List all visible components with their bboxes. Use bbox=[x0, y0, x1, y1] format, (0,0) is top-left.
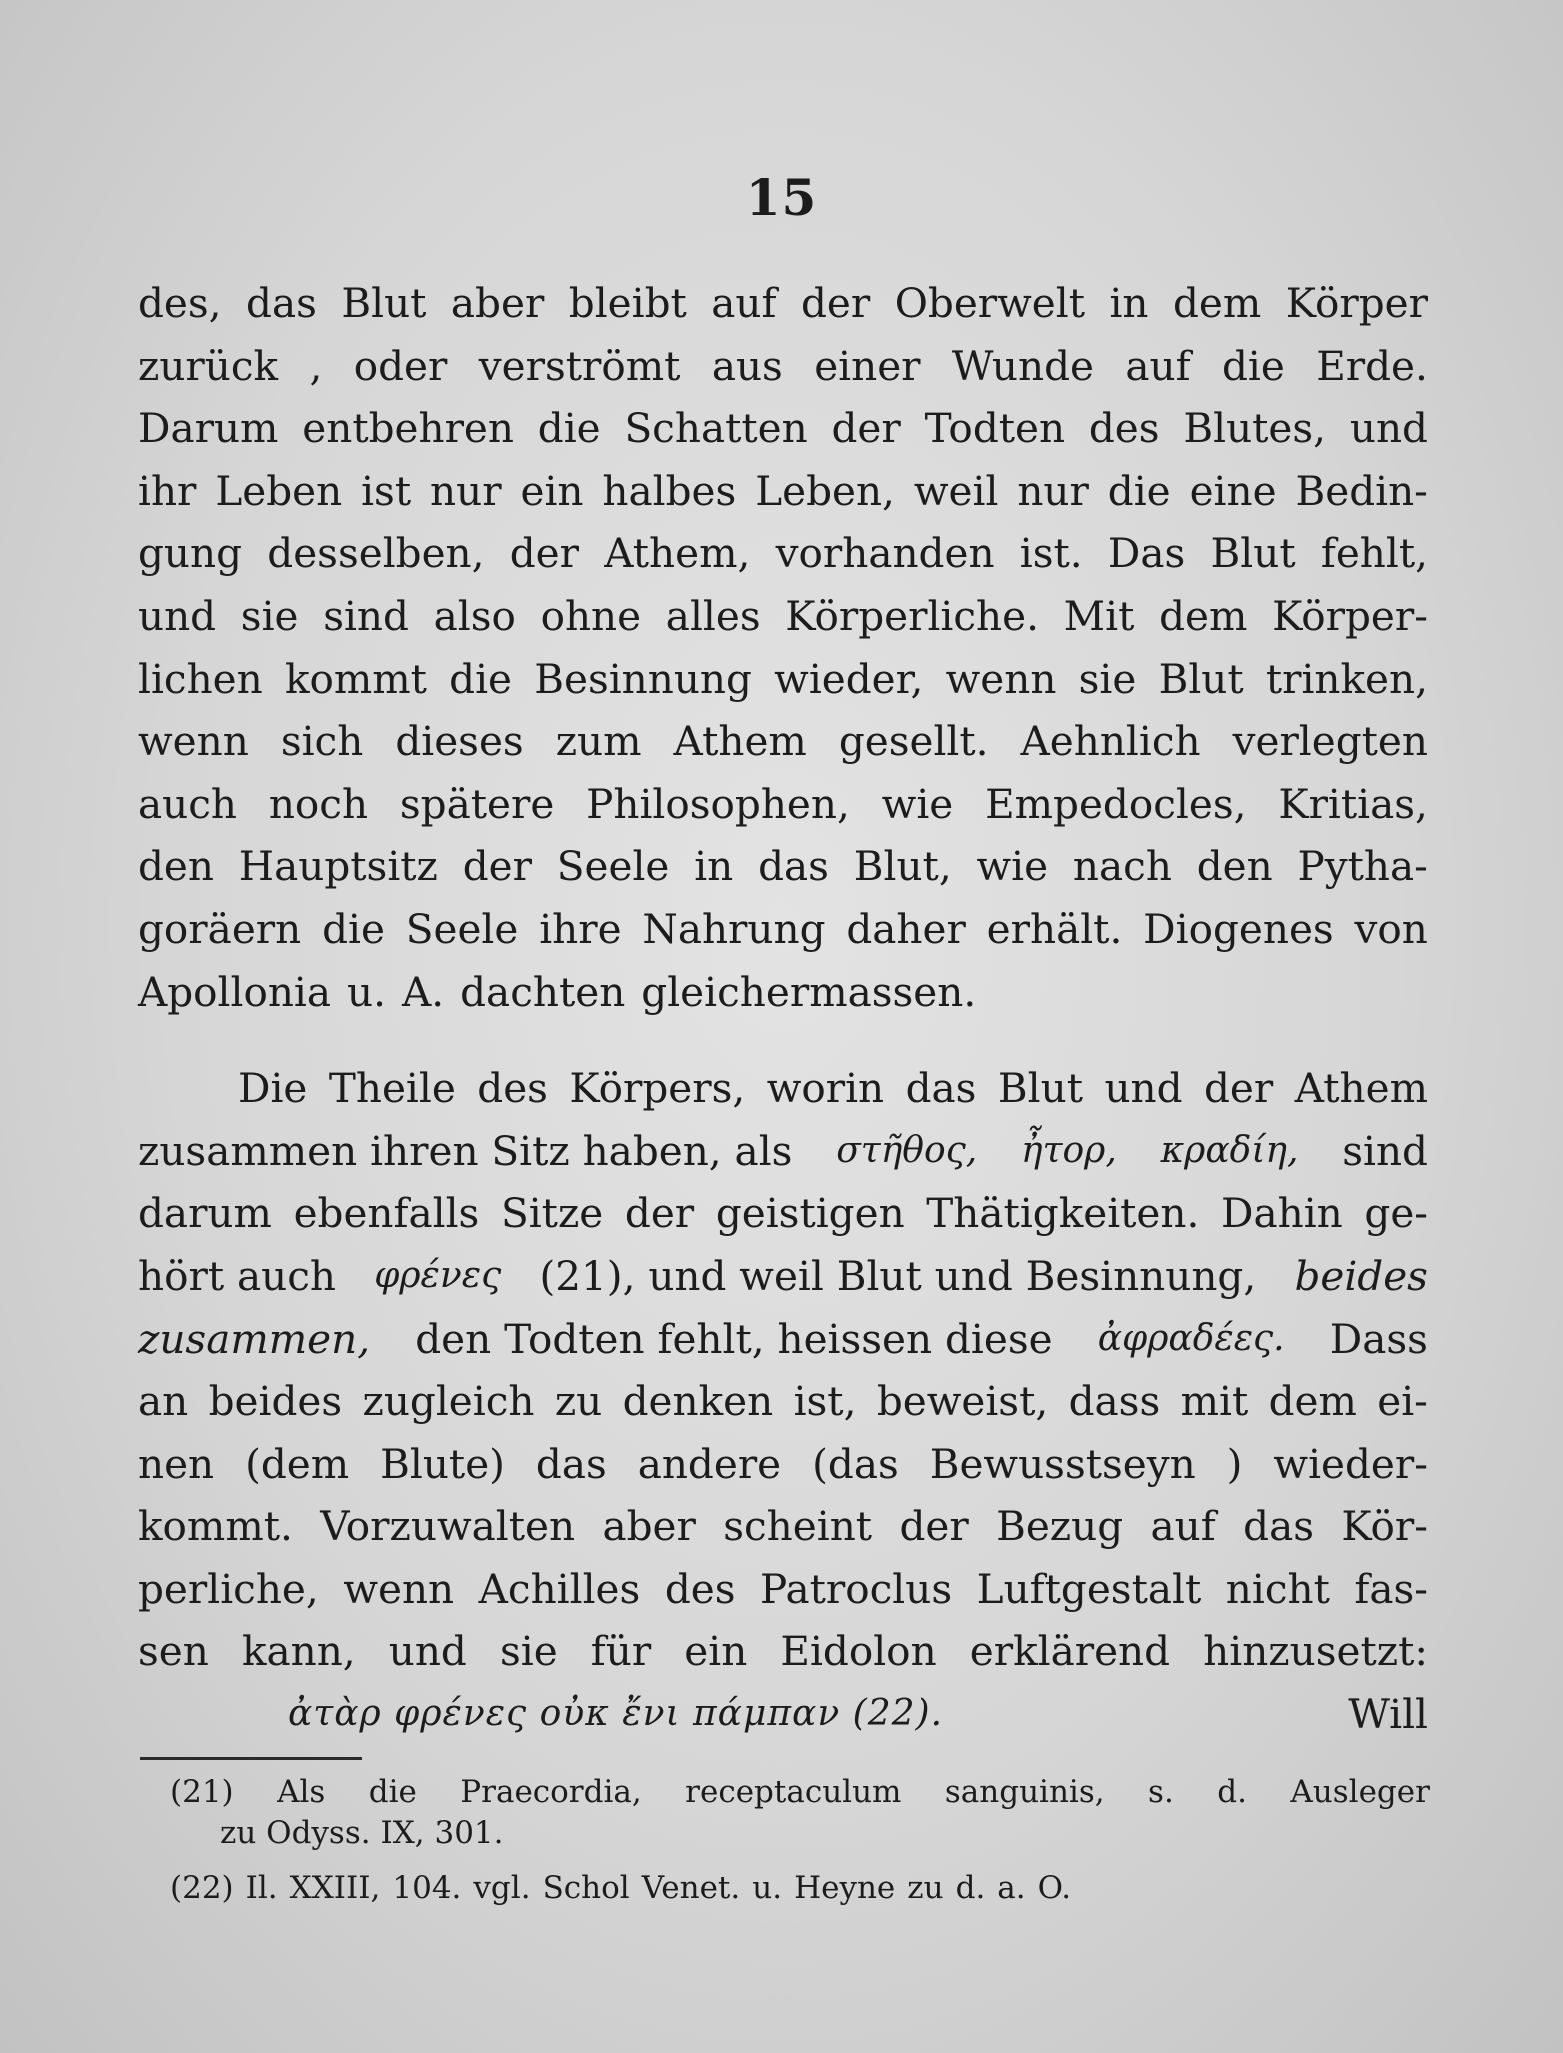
footnote-22-line bbox=[170, 1868, 1430, 1909]
word: Todten bbox=[924, 404, 1066, 453]
greek-word: ἀφραδέες. bbox=[1097, 1317, 1285, 1359]
word: Eidolon bbox=[780, 1627, 937, 1676]
greek-quote: ἀτὰρ φρένες οὐκ ἔνι πάμπαν (22). bbox=[288, 1693, 944, 1735]
word: dachten bbox=[460, 967, 626, 1016]
word: Blute) bbox=[380, 1439, 505, 1488]
word: Blutes, bbox=[1183, 404, 1327, 453]
word: d. bbox=[1217, 1774, 1247, 1810]
word: XXIII, bbox=[289, 1870, 381, 1906]
word: Empedocles, bbox=[985, 779, 1247, 828]
word: eine bbox=[1189, 466, 1277, 515]
text-line bbox=[138, 1182, 1428, 1245]
word: also bbox=[433, 591, 516, 640]
word: hinzusetzt: bbox=[1203, 1627, 1428, 1676]
word: Nahrung bbox=[642, 904, 826, 953]
word: für bbox=[590, 1627, 652, 1676]
text-segment: den Todten fehlt, heissen diese bbox=[415, 1314, 1053, 1363]
word: O. bbox=[1037, 1870, 1072, 1906]
word: Schatten bbox=[624, 404, 808, 453]
word: Darum bbox=[138, 404, 279, 453]
word: Blut bbox=[1158, 654, 1244, 703]
word: weil bbox=[913, 466, 999, 515]
word: noch bbox=[268, 779, 369, 828]
word: der bbox=[800, 279, 871, 327]
catchword: Will bbox=[1348, 1690, 1428, 1739]
word: ge- bbox=[1364, 1189, 1428, 1238]
text-line bbox=[138, 397, 1428, 460]
word: wenn bbox=[343, 1564, 455, 1613]
text-line bbox=[138, 1433, 1428, 1496]
word: nicht bbox=[1225, 1564, 1330, 1613]
word: sind bbox=[323, 591, 409, 640]
word: lichen bbox=[138, 654, 263, 703]
word: dem bbox=[1159, 591, 1248, 640]
word: mit bbox=[1180, 1377, 1249, 1426]
word: das bbox=[905, 1064, 977, 1113]
word: wieder, bbox=[774, 654, 924, 703]
text-segment: sind bbox=[1342, 1126, 1428, 1175]
word: der bbox=[462, 842, 532, 891]
text-line bbox=[138, 1308, 1428, 1371]
word: der bbox=[624, 1189, 695, 1238]
word: zu bbox=[554, 1377, 603, 1426]
word: dieses bbox=[395, 717, 524, 766]
word: Wunde bbox=[951, 341, 1094, 390]
word: die bbox=[449, 654, 513, 703]
word: Körper- bbox=[1272, 591, 1428, 640]
word: geistigen bbox=[715, 1189, 905, 1238]
word: ist bbox=[361, 466, 412, 515]
word: des, bbox=[138, 279, 222, 327]
word: Theile bbox=[328, 1064, 456, 1113]
word: sie bbox=[499, 1627, 558, 1676]
word: die bbox=[1221, 341, 1285, 390]
word: denken bbox=[622, 1377, 774, 1426]
word: gung bbox=[138, 529, 243, 578]
text-line bbox=[138, 585, 1428, 648]
word: andere bbox=[637, 1439, 782, 1488]
word: zugleich bbox=[362, 1377, 535, 1426]
word: gleichermassen. bbox=[641, 967, 977, 1016]
word: nur bbox=[1017, 466, 1089, 515]
text-line bbox=[138, 710, 1428, 773]
word: das bbox=[535, 1439, 607, 1488]
word: Achilles bbox=[478, 1564, 641, 1613]
word: Thätigkeiten. bbox=[926, 1189, 1200, 1238]
word: Venet. bbox=[641, 1870, 741, 1906]
footnote-21-continuation: zu Odyss. IX, 301. bbox=[220, 1815, 504, 1851]
greek-word: κραδίη, bbox=[1160, 1129, 1299, 1171]
italic-word: zusammen, bbox=[138, 1314, 371, 1363]
text-line bbox=[138, 1620, 1428, 1683]
footnotes bbox=[170, 1772, 1430, 1909]
word: perliche, bbox=[138, 1564, 319, 1613]
word: Oberwelt bbox=[894, 279, 1086, 327]
word: trinken, bbox=[1265, 654, 1428, 703]
text-line bbox=[138, 460, 1428, 523]
word: Schol bbox=[542, 1870, 630, 1906]
word: goräern bbox=[138, 904, 302, 953]
word: ihre bbox=[539, 904, 622, 953]
word: auf bbox=[1125, 341, 1191, 390]
word: fehlt, bbox=[1320, 529, 1428, 578]
word: Besinnung bbox=[534, 654, 752, 703]
word: verströmt bbox=[478, 341, 681, 390]
word: Patroclus bbox=[760, 1564, 953, 1613]
word: Erde. bbox=[1316, 341, 1428, 390]
word: verlegten bbox=[1232, 717, 1428, 766]
word: fas- bbox=[1354, 1564, 1428, 1613]
word: bleibt bbox=[568, 279, 687, 327]
word: einer bbox=[814, 341, 921, 390]
word: Seele bbox=[556, 842, 670, 891]
word: des bbox=[477, 1064, 548, 1113]
word: den bbox=[1196, 842, 1273, 891]
word: Dahin bbox=[1221, 1189, 1343, 1238]
text-segment: Dass bbox=[1329, 1314, 1428, 1363]
word: auch bbox=[138, 779, 237, 828]
word: Leben bbox=[215, 466, 343, 515]
word: Blut bbox=[341, 279, 427, 327]
word: Athem bbox=[1294, 1064, 1428, 1113]
word: die bbox=[322, 904, 385, 953]
greek-quote-line bbox=[138, 1683, 1428, 1746]
word: entbehren bbox=[302, 404, 514, 453]
word: kommt. bbox=[138, 1502, 293, 1551]
footnote-divider bbox=[140, 1757, 362, 1760]
word: Athem bbox=[673, 717, 807, 766]
text-line bbox=[138, 1120, 1428, 1183]
word: sie bbox=[240, 591, 299, 640]
word: Bewusstseyn bbox=[929, 1439, 1196, 1488]
text-line bbox=[138, 335, 1428, 398]
word: zum bbox=[555, 717, 642, 766]
word: ein bbox=[684, 1627, 748, 1676]
word: Blut bbox=[1210, 529, 1296, 578]
word: beides bbox=[208, 1377, 343, 1426]
word: (21) bbox=[170, 1774, 234, 1810]
word: d. bbox=[955, 1870, 986, 1906]
word: von bbox=[1354, 904, 1428, 953]
word: die bbox=[537, 404, 601, 453]
text-line bbox=[138, 1558, 1428, 1621]
word: und bbox=[1349, 404, 1428, 453]
word: und bbox=[388, 1627, 467, 1676]
word: Körperliche. bbox=[785, 591, 1039, 640]
word: Körpers, bbox=[569, 1064, 746, 1113]
word: Kritias, bbox=[1278, 779, 1428, 828]
word: Il. bbox=[245, 1870, 278, 1906]
greek-word: φρένες bbox=[374, 1254, 502, 1296]
word: a. bbox=[997, 1870, 1026, 1906]
text-segment: hört auch bbox=[138, 1251, 336, 1300]
word: dass bbox=[1068, 1377, 1161, 1426]
word: Philosophen, bbox=[586, 779, 850, 828]
text-line bbox=[138, 1495, 1428, 1558]
word: erklärend bbox=[969, 1627, 1171, 1676]
word: sich bbox=[280, 717, 364, 766]
word: dem bbox=[1173, 279, 1262, 327]
text-segment: (21), und weil Blut und Besinnung, bbox=[539, 1251, 1257, 1300]
word: Blut bbox=[997, 1064, 1083, 1113]
word: Leben, bbox=[755, 466, 895, 515]
word: Blut, bbox=[853, 842, 952, 891]
word: und bbox=[1104, 1064, 1183, 1113]
word: kommt bbox=[284, 654, 427, 703]
word: 104. bbox=[392, 1870, 462, 1906]
word: Athem, bbox=[604, 529, 751, 578]
word: der bbox=[899, 1502, 969, 1551]
word: alles bbox=[665, 591, 761, 640]
word: u. bbox=[347, 967, 386, 1016]
word: des bbox=[1088, 404, 1160, 453]
word: und bbox=[138, 591, 217, 640]
word: desselben, bbox=[267, 529, 485, 578]
page-number: 15 bbox=[745, 168, 818, 227]
word: vgl. bbox=[473, 1870, 531, 1906]
word: Mit bbox=[1063, 591, 1135, 640]
word: nach bbox=[1072, 842, 1172, 891]
text-line bbox=[138, 522, 1428, 585]
word: (dem bbox=[245, 1439, 350, 1488]
word: ei- bbox=[1377, 1377, 1428, 1426]
word: aus bbox=[711, 341, 783, 390]
word: in bbox=[1109, 279, 1149, 327]
word: , bbox=[309, 341, 323, 390]
word: aber bbox=[602, 1502, 696, 1551]
word: (das bbox=[812, 1439, 899, 1488]
word: receptaculum bbox=[685, 1774, 902, 1810]
word: Bedin- bbox=[1295, 466, 1428, 515]
word: ein bbox=[520, 466, 584, 515]
word: A. bbox=[402, 967, 445, 1016]
text-segment: zusammen ihren Sitz haben, als bbox=[138, 1126, 793, 1175]
word: Pytha- bbox=[1297, 842, 1428, 891]
italic-word: beides bbox=[1294, 1251, 1428, 1300]
word: ) bbox=[1226, 1439, 1243, 1488]
paragraph-gap bbox=[138, 1023, 1428, 1057]
text-line bbox=[138, 773, 1428, 836]
word: erhält. bbox=[986, 904, 1123, 953]
word: Kör- bbox=[1341, 1502, 1428, 1551]
word: Praecordia, bbox=[460, 1774, 642, 1810]
word: u. bbox=[752, 1870, 783, 1906]
word: nur bbox=[430, 466, 502, 515]
word: der bbox=[509, 529, 579, 578]
word: die bbox=[368, 1774, 417, 1810]
text-line bbox=[138, 272, 1428, 335]
greek-word: ἦτορ, bbox=[1021, 1129, 1117, 1171]
word: Bezug bbox=[996, 1502, 1124, 1551]
word: in bbox=[694, 842, 734, 891]
word: die bbox=[1107, 466, 1171, 515]
text-line bbox=[138, 1057, 1428, 1120]
word: Das bbox=[1107, 529, 1186, 578]
word: Heyne bbox=[794, 1870, 896, 1906]
greek-word: στῆθος, bbox=[836, 1129, 978, 1171]
footnote-gap bbox=[170, 1854, 1430, 1868]
word: sen bbox=[138, 1627, 209, 1676]
word: ist. bbox=[1019, 529, 1083, 578]
word: zurück bbox=[138, 341, 279, 390]
word: aber bbox=[450, 279, 545, 327]
word: kann, bbox=[241, 1627, 356, 1676]
word: Apollonia bbox=[138, 967, 332, 1016]
word: oder bbox=[353, 341, 448, 390]
word: Aehnlich bbox=[1020, 717, 1201, 766]
word: an bbox=[138, 1377, 189, 1426]
word: Vorzuwalten bbox=[320, 1502, 576, 1551]
word: wieder- bbox=[1273, 1439, 1428, 1488]
word: der bbox=[1203, 1064, 1274, 1113]
word: ihr bbox=[138, 466, 197, 515]
text-line bbox=[138, 898, 1428, 961]
word: ist, bbox=[793, 1377, 857, 1426]
word: dem bbox=[1268, 1377, 1357, 1426]
word: nen bbox=[138, 1439, 215, 1488]
word: Seele bbox=[405, 904, 519, 953]
footnote-21-line bbox=[170, 1772, 1430, 1813]
word: das bbox=[758, 842, 829, 891]
paragraph-2 bbox=[138, 1057, 1428, 1746]
word: sanguinis, bbox=[944, 1774, 1105, 1810]
paragraph-1 bbox=[138, 272, 1428, 1023]
word: auf bbox=[1150, 1502, 1216, 1551]
word: halbes bbox=[602, 466, 737, 515]
text-line bbox=[138, 648, 1428, 711]
word: auf bbox=[711, 279, 777, 327]
word: wie bbox=[881, 779, 954, 828]
word: Ausleger bbox=[1290, 1774, 1430, 1810]
word: den bbox=[138, 842, 214, 891]
word: das bbox=[1243, 1502, 1314, 1551]
word: (22) bbox=[170, 1870, 234, 1906]
word: vorhanden bbox=[775, 529, 995, 578]
word: Diogenes bbox=[1143, 904, 1334, 953]
word: zu bbox=[907, 1870, 944, 1906]
word: wie bbox=[976, 842, 1049, 891]
word: Körper bbox=[1285, 279, 1428, 327]
word: wenn bbox=[945, 654, 1057, 703]
word: darum bbox=[138, 1189, 272, 1238]
word: worin bbox=[766, 1064, 885, 1113]
text-line bbox=[138, 835, 1428, 898]
word: scheint bbox=[723, 1502, 873, 1551]
word: Sitze bbox=[500, 1189, 604, 1238]
word: Als bbox=[277, 1774, 326, 1810]
word: des bbox=[664, 1564, 736, 1613]
word: ebenfalls bbox=[293, 1189, 480, 1238]
text-line bbox=[138, 961, 1428, 1024]
text-line bbox=[138, 1245, 1428, 1308]
word: ohne bbox=[540, 591, 642, 640]
word: daher bbox=[846, 904, 966, 953]
word: der bbox=[831, 404, 901, 453]
word: sie bbox=[1078, 654, 1137, 703]
word: das bbox=[246, 279, 317, 327]
word: gesellt. bbox=[838, 717, 989, 766]
body-text bbox=[138, 272, 1428, 1746]
word: s. bbox=[1148, 1774, 1174, 1810]
text-line bbox=[138, 1370, 1428, 1433]
word: beweist, bbox=[876, 1377, 1049, 1426]
word: Die bbox=[238, 1064, 308, 1113]
word: wenn bbox=[138, 717, 249, 766]
word: Hauptsitz bbox=[238, 842, 438, 891]
word: Luftgestalt bbox=[976, 1564, 1202, 1613]
word: spätere bbox=[399, 779, 555, 828]
